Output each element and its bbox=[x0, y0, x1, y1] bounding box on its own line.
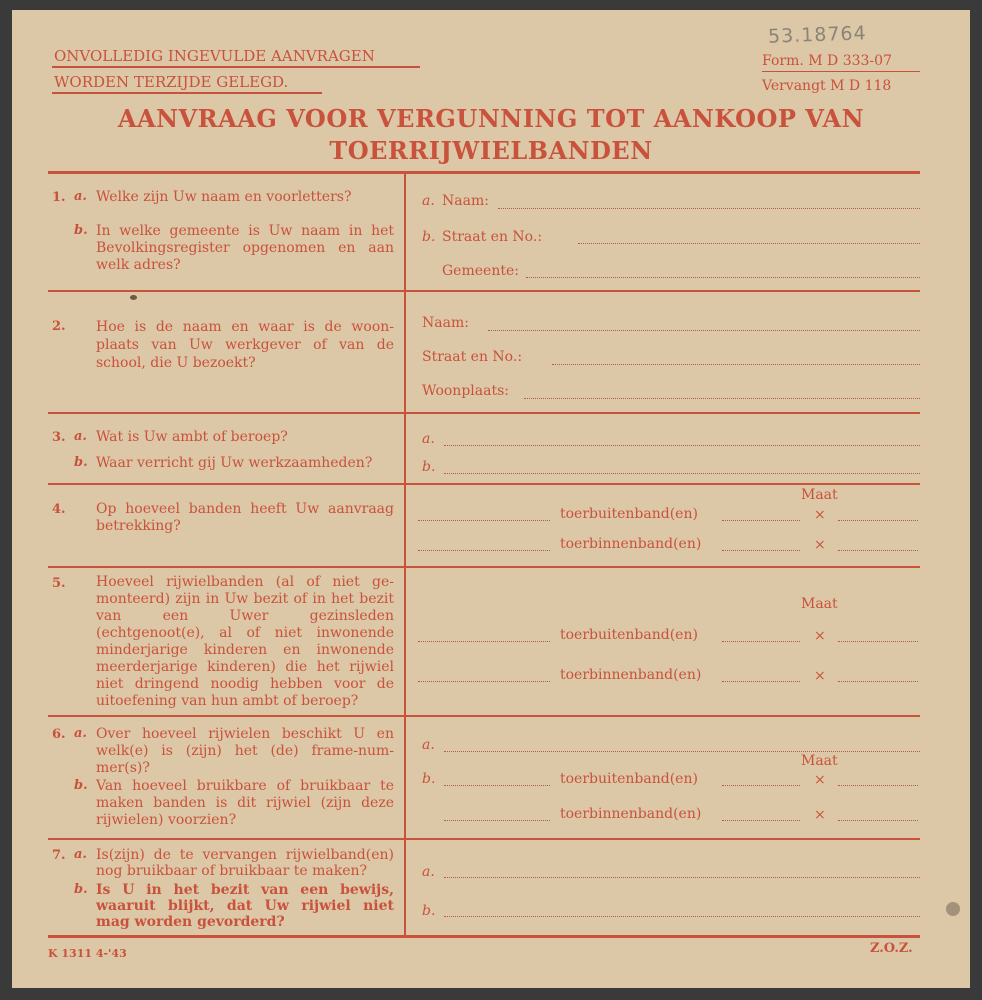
notice-underline-1 bbox=[52, 66, 420, 68]
q4-inner-count-field[interactable] bbox=[418, 550, 550, 551]
form-code-underline bbox=[762, 71, 920, 72]
q5-outer-size-field[interactable] bbox=[838, 641, 918, 642]
q4-inner-times: × bbox=[814, 537, 826, 553]
q7-field-a[interactable] bbox=[444, 877, 920, 878]
q2-naam-label: Naam: bbox=[422, 315, 469, 331]
q7-number: 7. bbox=[52, 848, 66, 863]
table-column-divider bbox=[404, 174, 406, 936]
q6-outer-count-field[interactable] bbox=[444, 785, 550, 786]
q4-inner-label: toerbinnenband(en) bbox=[560, 536, 702, 552]
q7a-letter: a. bbox=[74, 847, 87, 862]
print-code: K 1311 4-'43 bbox=[48, 947, 127, 960]
q5-outer-label: toerbuitenband(en) bbox=[560, 627, 698, 643]
q6-outer-times: × bbox=[814, 772, 826, 788]
q5-inner-times: × bbox=[814, 668, 826, 684]
q6-field-a-letter: a. bbox=[422, 737, 435, 753]
q4-maat-label: Maat bbox=[801, 487, 838, 503]
q2-naam-field[interactable] bbox=[488, 330, 920, 331]
q4-outer-count-field[interactable] bbox=[418, 520, 550, 521]
q1-naam-field[interactable] bbox=[498, 208, 920, 209]
q4-inner-size-field[interactable] bbox=[838, 550, 918, 551]
q7-field-b[interactable] bbox=[444, 916, 920, 917]
q5-outer-times: × bbox=[814, 628, 826, 644]
q1-gemeente-label: Gemeente: bbox=[442, 263, 519, 279]
q6a-letter: a. bbox=[74, 726, 87, 741]
q3b-letter: b. bbox=[74, 455, 88, 470]
q2-straat-label: Straat en No.: bbox=[422, 349, 523, 365]
form-code: Form. M D 333-07 bbox=[762, 53, 892, 69]
q6-inner-size-field[interactable] bbox=[838, 820, 918, 821]
q1b-text: In welke gemeente is Uw naam in het Bevolkingsregister opgenomen en aan welk adres? bbox=[96, 223, 394, 273]
q5-inner-size-field[interactable] bbox=[838, 681, 918, 682]
q3a-letter: a. bbox=[74, 429, 87, 444]
row-divider-2 bbox=[48, 412, 920, 414]
q1-naam-label: Naam: bbox=[442, 193, 489, 209]
q3-field-a[interactable] bbox=[444, 445, 920, 446]
q3-number: 3. bbox=[52, 430, 66, 445]
q6-number: 6. bbox=[52, 727, 66, 742]
punch-mark bbox=[946, 902, 960, 916]
q6-field-b-letter: b. bbox=[422, 771, 436, 787]
q1-straat-field[interactable] bbox=[578, 243, 920, 244]
q5-outer-width-field[interactable] bbox=[722, 641, 800, 642]
row-divider-3 bbox=[48, 483, 920, 485]
replaces-code: Vervangt M D 118 bbox=[762, 78, 892, 94]
q3a-text: Wat is Uw ambt of beroep? bbox=[96, 429, 288, 445]
q6-inner-times: × bbox=[814, 807, 826, 823]
q2-text: Hoe is de naam en waar is de woon-plaats van Uw werkgever of van de school, die U bezoekt? bbox=[96, 319, 394, 371]
q5-number: 5. bbox=[52, 576, 66, 591]
ink-stain bbox=[130, 295, 137, 300]
q6-inner-width-field[interactable] bbox=[722, 820, 800, 821]
q4-number: 4. bbox=[52, 502, 66, 517]
q1a-text: Welke zijn Uw naam en voorletters? bbox=[96, 189, 352, 205]
q1-field-a-letter: a. bbox=[422, 193, 435, 209]
q3b-text: Waar verricht gij Uw werkzaamheden? bbox=[96, 455, 373, 471]
q7b-letter: b. bbox=[74, 882, 88, 897]
q1-straat-label: Straat en No.: bbox=[442, 229, 543, 245]
table-bottom-rule bbox=[48, 935, 920, 938]
q6-inner-count-field[interactable] bbox=[444, 820, 550, 821]
q4-outer-times: × bbox=[814, 507, 826, 523]
row-divider-6 bbox=[48, 838, 920, 840]
q2-straat-field[interactable] bbox=[552, 364, 920, 365]
form-title-line1: AANVRAAG VOOR VERGUNNING TOT AANKOOP VAN bbox=[117, 104, 865, 133]
q6-inner-label: toerbinnenband(en) bbox=[560, 806, 702, 822]
q5-inner-label: toerbinnenband(en) bbox=[560, 667, 702, 683]
q3-field-b-letter: b. bbox=[422, 459, 436, 475]
incomplete-notice-line2: WORDEN TERZIJDE GELEGD. bbox=[54, 73, 289, 91]
turn-over-note: Z.O.Z. bbox=[870, 941, 913, 956]
q2-woonplaats-field[interactable] bbox=[524, 398, 920, 399]
q1-field-b-letter: b. bbox=[422, 229, 436, 245]
q4-text: Op hoeveel banden heeft Uw aanvraag betrekking? bbox=[96, 501, 394, 534]
q6a-text: Over hoeveel rijwielen beschikt U en welk(e) is (zijn) het (de) frame-num-mer(s)? bbox=[96, 726, 394, 776]
q7a-text: Is(zijn) de te vervangen rijwielband(en) nog bruikbaar of bruikbaar te maken? bbox=[96, 847, 394, 879]
q6-maat-label: Maat bbox=[801, 753, 838, 769]
q1a-letter: a. bbox=[74, 189, 87, 204]
table-top-rule bbox=[48, 171, 920, 174]
q3-field-b[interactable] bbox=[444, 473, 920, 474]
q5-text: Hoeveel rijwielbanden (al of niet ge-monteerd) zijn in Uw bezit of in het bezit van een Uwer gezinsleden (echtgenoot(e), al of niet inwonende minderjarige kinderen en inwonende meerderjarige kinderen) die het rijwiel niet dringend noodig hebben voor de uitoefening van hun ambt of beroep? bbox=[96, 574, 394, 709]
row-divider-4 bbox=[48, 566, 920, 568]
handwritten-archive-number: 53.18764 bbox=[767, 22, 868, 48]
q5-inner-count-field[interactable] bbox=[418, 681, 550, 682]
q5-outer-count-field[interactable] bbox=[418, 641, 550, 642]
form-sheet bbox=[12, 10, 970, 988]
incomplete-notice-line1: ONVOLLEDIG INGEVULDE AANVRAGEN bbox=[54, 47, 375, 65]
q7b-text: Is U in het bezit van een bewijs, waaruit blijkt, dat Uw rijwiel niet mag worden gevorderd? bbox=[96, 882, 394, 930]
q6-outer-size-field[interactable] bbox=[838, 785, 918, 786]
q4-outer-label: toerbuitenband(en) bbox=[560, 506, 698, 522]
q5-inner-width-field[interactable] bbox=[722, 681, 800, 682]
q6-outer-width-field[interactable] bbox=[722, 785, 800, 786]
q1-gemeente-field[interactable] bbox=[526, 277, 920, 278]
form-title-line2: TOERRIJWIELBANDEN bbox=[329, 136, 653, 165]
q6b-text: Van hoeveel bruikbare of bruikbaar te maken banden is dit rijwiel (zijn deze rijwielen) voorzien? bbox=[96, 778, 394, 828]
q5-maat-label: Maat bbox=[801, 596, 838, 612]
q7-field-a-letter: a. bbox=[422, 864, 435, 880]
q4-outer-size-field[interactable] bbox=[838, 520, 918, 521]
q2-number: 2. bbox=[52, 319, 66, 334]
notice-underline-2 bbox=[52, 92, 322, 94]
q2-woonplaats-label: Woonplaats: bbox=[422, 383, 509, 399]
row-divider-1 bbox=[48, 290, 920, 292]
q1-number: 1. bbox=[52, 190, 66, 205]
q4-outer-width-field[interactable] bbox=[722, 520, 800, 521]
row-divider-5 bbox=[48, 715, 920, 717]
q1b-letter: b. bbox=[74, 223, 88, 238]
q4-inner-width-field[interactable] bbox=[722, 550, 800, 551]
q6b-letter: b. bbox=[74, 778, 88, 793]
q3-field-a-letter: a. bbox=[422, 431, 435, 447]
q6-field-a[interactable] bbox=[444, 751, 920, 752]
q6-outer-label: toerbuitenband(en) bbox=[560, 771, 698, 787]
q7-field-b-letter: b. bbox=[422, 903, 436, 919]
